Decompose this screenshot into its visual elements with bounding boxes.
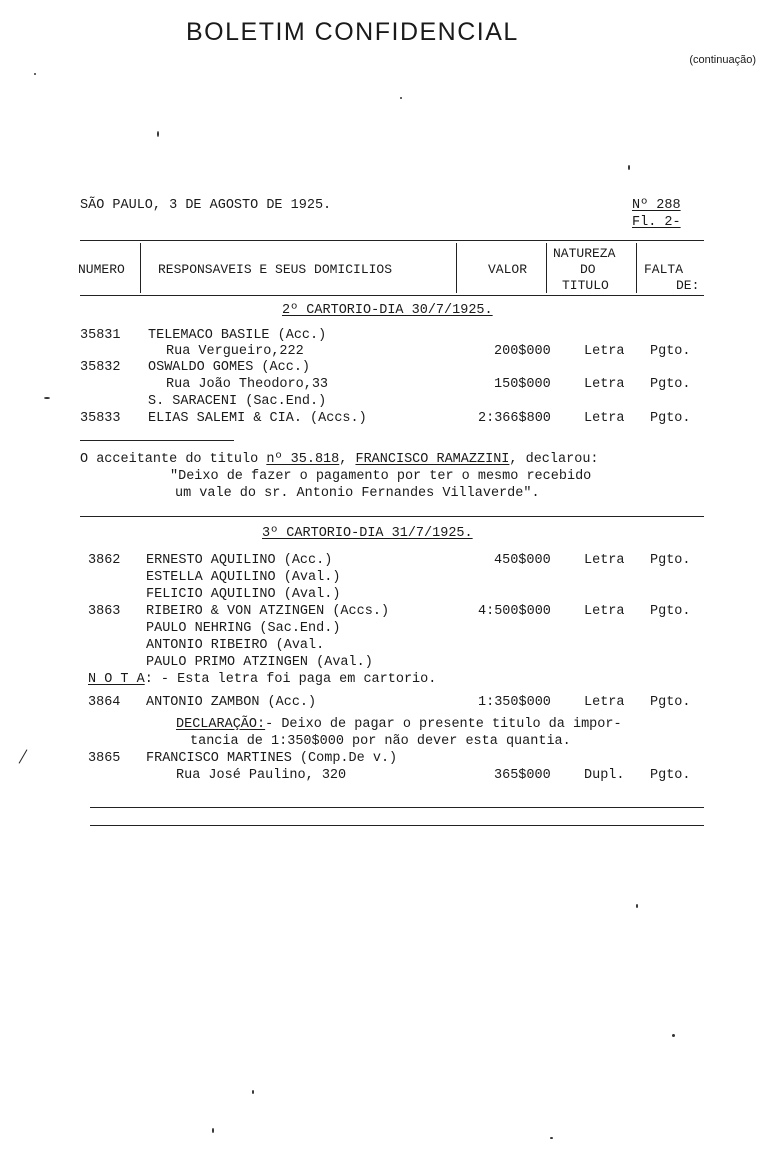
- col-header-falta-de: DE:: [676, 278, 700, 293]
- closing-rule: [90, 807, 704, 808]
- entry-name: RIBEIRO & VON ATZINGEN (Accs.): [146, 604, 390, 619]
- continuation-label: (continuação): [689, 54, 756, 66]
- table-header-rule: [80, 295, 704, 296]
- nota-line: [88, 672, 436, 687]
- entry-valor: 200$000: [494, 344, 551, 359]
- col-header-natureza-do: DO: [580, 262, 596, 277]
- closing-rule: [90, 825, 704, 826]
- col-divider: [636, 243, 637, 293]
- entry-natureza: Letra: [584, 695, 625, 710]
- entry-number: 3864: [88, 695, 121, 710]
- note-separator: ,: [339, 452, 356, 467]
- nota-label: N O T A: [88, 672, 145, 687]
- scan-speck: [636, 904, 638, 908]
- scan-speck: [400, 97, 402, 99]
- nota-text: : - Esta letra foi paga em cartorio.: [144, 672, 437, 687]
- entry-endorser: PAULO NEHRING (Sac.End.): [146, 621, 341, 636]
- entry-falta: Pgto.: [650, 411, 691, 426]
- scan-speck: [628, 165, 630, 170]
- entry-name: TELEMACO BASILE (Acc.): [148, 328, 327, 343]
- entry-name: OSWALDO GOMES (Acc.): [148, 360, 311, 375]
- scan-speck: [44, 397, 50, 399]
- note-text: , declarou:: [509, 452, 599, 467]
- col-header-falta: FALTA: [644, 262, 684, 277]
- scan-speck: [157, 131, 159, 137]
- entry-falta: Pgto.: [650, 768, 691, 783]
- col-header-natureza-titulo: TITULO: [562, 278, 609, 293]
- entry-falta: Pgto.: [650, 604, 691, 619]
- page-title: BOLETIM CONFIDENCIAL: [186, 18, 519, 46]
- col-header-numero: NUMERO: [78, 262, 125, 277]
- entry-aval: ANTONIO RIBEIRO (Aval.: [146, 638, 325, 653]
- col-header-responsaveis: RESPONSAVEIS E SEUS DOMICILIOS: [158, 262, 393, 277]
- scan-mark: [19, 749, 28, 763]
- entry-valor: 1:350$000: [478, 695, 551, 710]
- entry-number: 35833: [80, 411, 121, 426]
- scan-speck: [550, 1137, 553, 1139]
- entry-name: ERNESTO AQUILINO (Acc.): [146, 553, 333, 568]
- declaration-line-2: tancia de 1:350$000 por não dever esta quantia.: [190, 734, 571, 749]
- section-heading: 3º CARTORIO-DIA 31/7/1925.: [262, 526, 473, 541]
- sheet-number: Fl. 2-: [632, 215, 681, 230]
- scan-speck: [252, 1090, 254, 1094]
- entry-valor: 2:366$800: [478, 411, 551, 426]
- entry-aval: PAULO PRIMO ATZINGEN (Aval.): [146, 655, 373, 670]
- entry-natureza: Letra: [584, 377, 625, 392]
- entry-valor: 365$000: [494, 768, 551, 783]
- scan-speck: [34, 73, 36, 75]
- entry-valor: 450$000: [494, 553, 551, 568]
- entry-falta: Pgto.: [650, 344, 691, 359]
- entry-natureza: Letra: [584, 553, 625, 568]
- entry-extra: S. SARACENI (Sac.End.): [148, 394, 327, 409]
- col-divider: [140, 243, 141, 293]
- entry-falta: Pgto.: [650, 695, 691, 710]
- entry-natureza: Letra: [584, 344, 625, 359]
- note-line-1: [80, 452, 599, 467]
- entry-number: 35831: [80, 328, 121, 343]
- entry-number: 3865: [88, 751, 121, 766]
- place-date: SÃO PAULO, 3 DE AGOSTO DE 1925.: [80, 198, 332, 213]
- bulletin-number: Nº 288: [632, 198, 681, 213]
- entry-falta: Pgto.: [650, 377, 691, 392]
- entry-name: FRANCISCO MARTINES (Comp.De v.): [146, 751, 398, 766]
- entry-aval: ESTELLA AQUILINO (Aval.): [146, 570, 341, 585]
- note-line-2: "Deixo de fazer o pagamento por ter o mesmo recebido: [170, 469, 592, 484]
- note-reference: nº 35.818: [266, 452, 340, 467]
- declaration-line-1: [176, 717, 622, 732]
- col-divider: [546, 243, 547, 293]
- table-top-rule: [80, 240, 704, 241]
- entry-falta: Pgto.: [650, 553, 691, 568]
- entry-natureza: Letra: [584, 604, 625, 619]
- entry-aval: FELICIO AQUILINO (Aval.): [146, 587, 341, 602]
- col-divider: [456, 243, 457, 293]
- col-header-natureza: NATUREZA: [553, 246, 616, 261]
- scan-speck: [672, 1034, 675, 1037]
- short-rule: [80, 440, 234, 441]
- entry-address: Rua José Paulino, 320: [176, 768, 347, 783]
- entry-number: 3863: [88, 604, 121, 619]
- note-text: O acceitante do titulo: [80, 452, 267, 467]
- entry-address: Rua João Theodoro,33: [166, 377, 329, 392]
- note-person: FRANCISCO RAMAZZINI: [355, 452, 510, 467]
- scan-speck: [212, 1128, 214, 1133]
- entry-name: ELIAS SALEMI & CIA. (Accs.): [148, 411, 367, 426]
- col-header-valor: VALOR: [488, 262, 528, 277]
- declaration-label: DECLARAÇÃO:: [176, 717, 266, 732]
- entry-natureza: Letra: [584, 411, 625, 426]
- entry-natureza: Dupl.: [584, 768, 625, 783]
- section-heading: 2º CARTORIO-DIA 30/7/1925.: [282, 303, 493, 318]
- declaration-text: - Deixo de pagar o presente titulo da impor-: [265, 717, 622, 732]
- entry-address: Rua Vergueiro,222: [166, 344, 304, 359]
- section-divider: [80, 516, 704, 517]
- entry-valor: 4:500$000: [478, 604, 551, 619]
- entry-name: ANTONIO ZAMBON (Acc.): [146, 695, 317, 710]
- entry-number: 3862: [88, 553, 121, 568]
- entry-valor: 150$000: [494, 377, 551, 392]
- note-line-3: um vale do sr. Antonio Fernandes Villaverde".: [175, 486, 540, 501]
- entry-number: 35832: [80, 360, 121, 375]
